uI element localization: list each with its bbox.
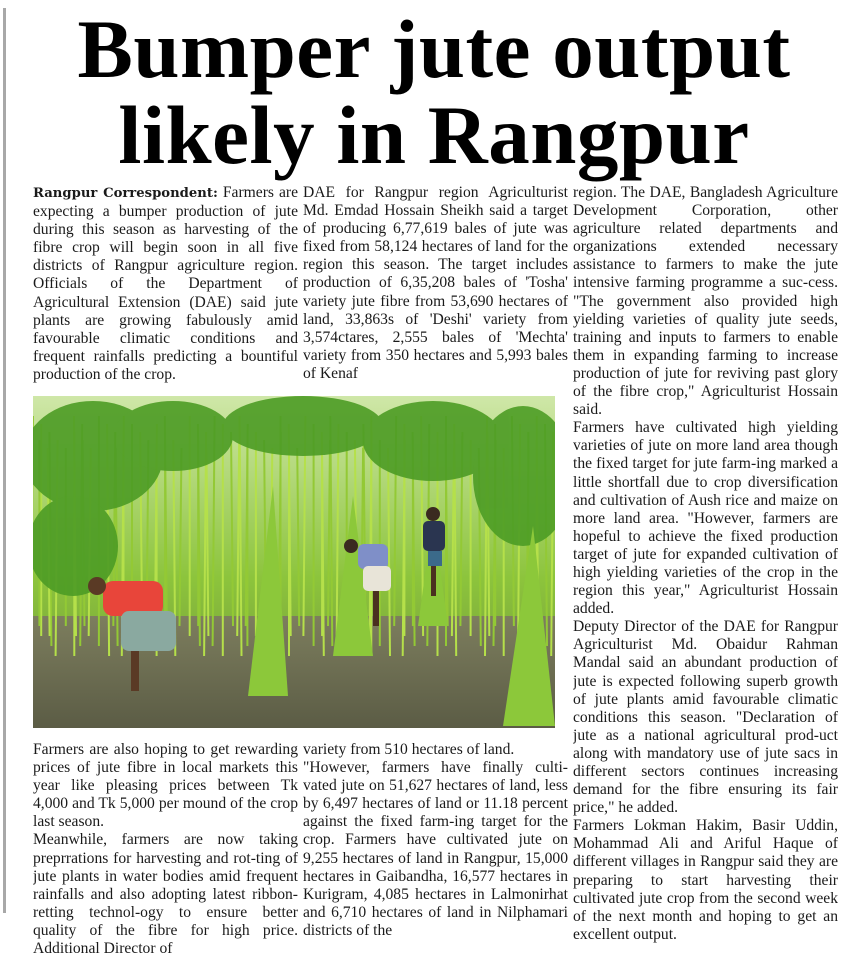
margin-rule bbox=[3, 8, 6, 913]
byline: Rangpur Correspondent: bbox=[33, 186, 218, 201]
paragraph: variety from 510 hectares of land. bbox=[303, 741, 515, 758]
column-2-top bbox=[303, 184, 568, 389]
column-1-bottom bbox=[33, 741, 298, 961]
paragraph: Farmers are also hoping to get rewarding prices of jute fibre in local markets this year like pleasing prices between Tk 4,000 and Tk 5,000 per mound of the crop last season. bbox=[33, 741, 298, 831]
paragraph: Farmers Lokman Hakim, Basir Uddin, Mohammad Ali and Ariful Haque of different villages in Rangpur said they are preparing to start harvesting their cultivated jute crop from the second week of the next month and hoping to get an excellent output. bbox=[573, 817, 838, 943]
column-2-bottom bbox=[303, 741, 568, 961]
headline bbox=[20, 3, 848, 181]
headline-line-2: likely in Rangpur bbox=[118, 89, 750, 181]
headline-line-1: Bumper jute output bbox=[77, 3, 791, 95]
lead-paragraph bbox=[33, 184, 298, 384]
paragraph: Deputy Director of the DAE for Rangpur Agriculturist Md. Obaidur Rahman Mandal said an abundant production of jute is expected following superb growth of jute plants amid favourable climatic conditions this season. "Declaration of jute as a national agricultural prod-uct along with mandatory use of jute sacs in different sectors continues increasing demand for the fibre ensuring its fair price," he added. bbox=[573, 618, 838, 817]
paragraph: region. The DAE, Bangladesh Agriculture Development Corporation, other agriculture related departments and organizations extended necessary assistance to farmers to make the jute intensive farming programme a suc-cess. "The government also provided high yielding varieties of quality jute seeds, training and inputs to farmers to enable them in expanding farming to increase production of jute for reviving past glory of the fibre crop," Agriculturist Hossain said. bbox=[573, 184, 838, 419]
paragraph: Farmers have cultivated high yielding varieties of jute on more land area though the fixed target for jute farm-ing marked a little shortfall due to crop diversification and cultivation of Aush rice and maize on more land area. "However, farmers are hopeful to achieve the fixed production target of jute for expanded cultivation of high yielding varieties of the crop in the region this year," Agriculturist Hossain added. bbox=[573, 419, 838, 618]
column-3 bbox=[573, 184, 838, 964]
paragraph: DAE for Rangpur region Agriculturist Md. Emdad Hossain Sheikh said a target of producing 6,77,619 bales of jute was fixed from 58,124 hectares of land for the region this season. The target includes production of 6,35,208 bales of 'Tosha' variety jute fibre from 53,690 hectares of land, 33,863s of 'Deshi' variety from 3,574ctares, 2,555 bales of 'Mechta' variety from 350 hectares and 5,993 bales of Kenaf bbox=[303, 184, 568, 382]
column-1-top bbox=[33, 184, 298, 389]
lead-text: Farmers are expecting a bumper production of jute during this season as harvesting of the fibre crop will begin soon in all five districts of Rangpur agriculture region. Officials of the Department of Agricultural Extension (DAE) said jute plants are growing fabulously amid favourable climatic conditions and frequent rainfalls predicting a bountiful production of the crop. bbox=[33, 184, 298, 383]
paragraph: "However, farmers have finally culti-vated jute on 51,627 hectares of land, less by 6,497 hectares of land or 11.18 percent against the fixed farm-ing target for the crop. Farmers have cultivated jute on 9,255 hectares of land in Rangpur, 15,000 hectares in Gaibandha, 16,577 hectares in Kurigram, 4,085 hectares in Lalmonirhat and 6,710 hectares of land in Nilphamari districts of the bbox=[303, 759, 568, 939]
jute-field-photo bbox=[33, 396, 555, 728]
paragraph: Meanwhile, farmers are now taking preprrations for harvesting and rot-ting of jute plants in water bodies amid frequent rainfalls and also adopting latest ribbon-retting technol-ogy to ensure better quality of the fibre for high price. Additional Director of bbox=[33, 831, 298, 958]
